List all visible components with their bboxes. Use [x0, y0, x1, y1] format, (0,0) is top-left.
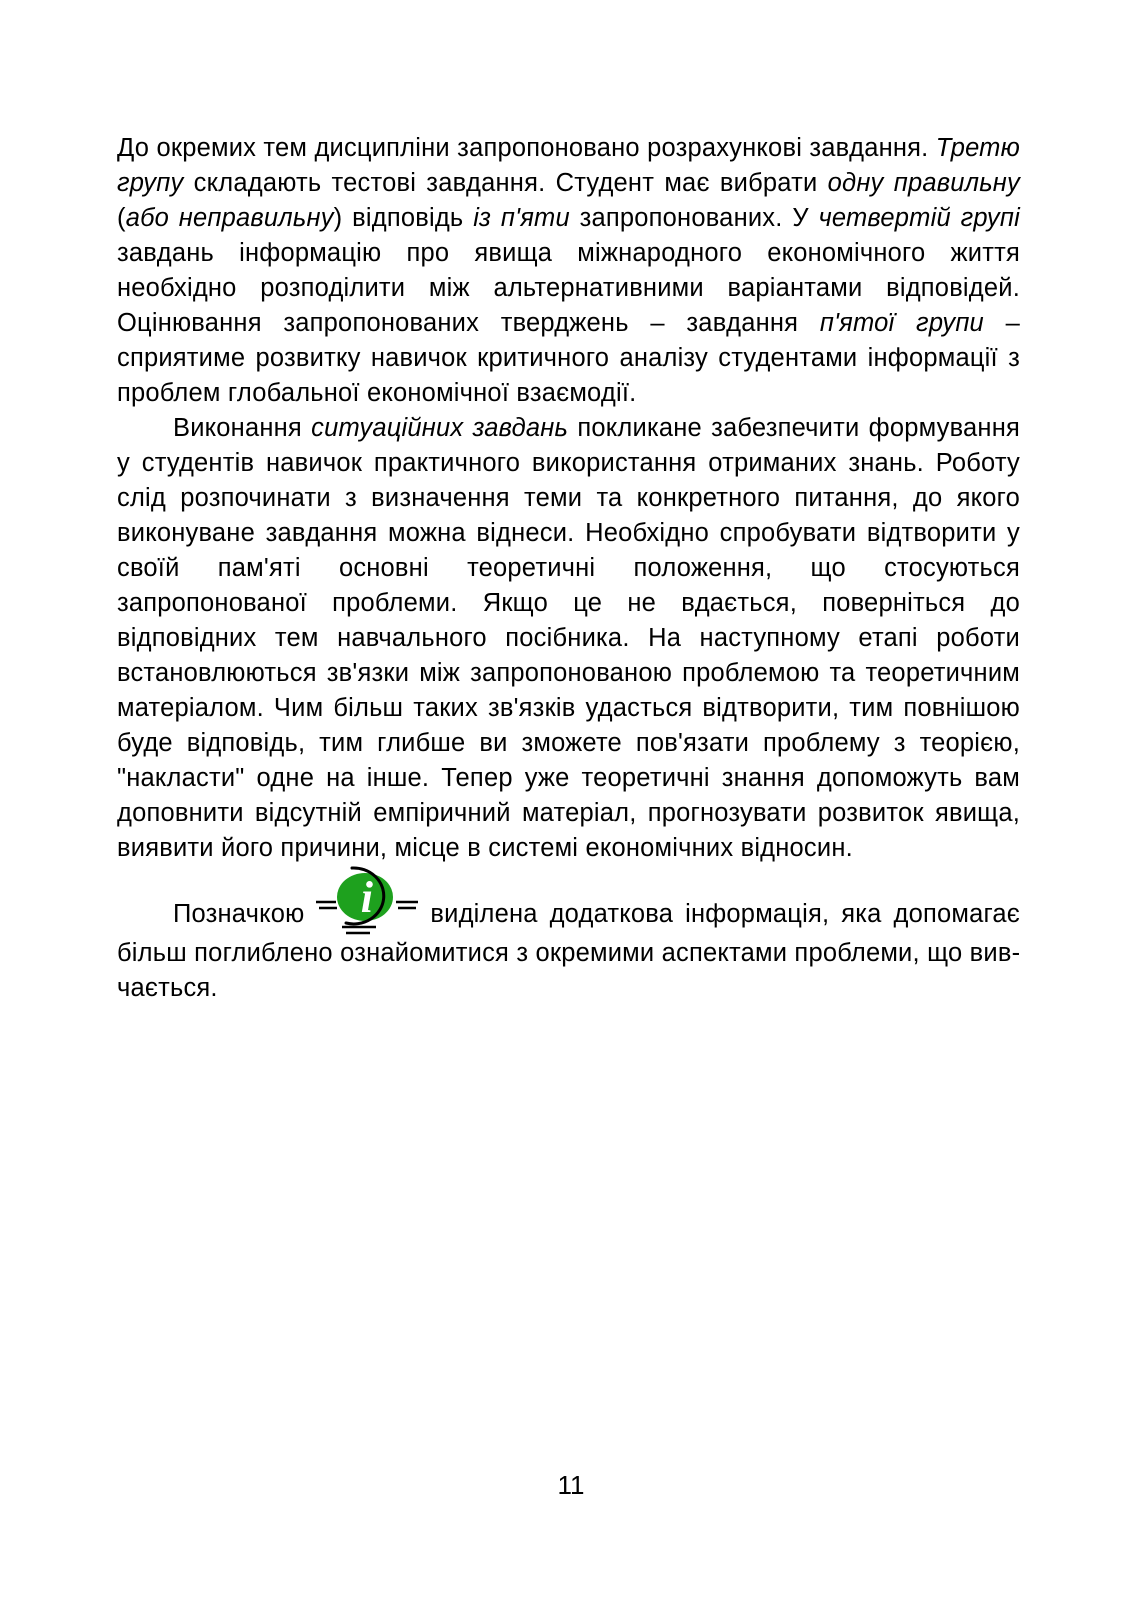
- paragraph: [117, 411, 1020, 866]
- italic-text-segment: або неправильну: [125, 204, 334, 232]
- text-line: [117, 166, 1020, 201]
- text-segment: Позначкою: [173, 900, 317, 928]
- text-line: [117, 796, 1020, 831]
- paragraph: [117, 131, 1020, 411]
- text-line: [117, 831, 1020, 866]
- text-line: [117, 866, 1020, 936]
- paragraph: [117, 866, 1020, 1006]
- text-line: [117, 481, 1020, 516]
- italic-text-segment: п'ятої групи: [819, 309, 984, 337]
- information-icon-graphic: [316, 866, 418, 936]
- text-line: [117, 306, 1020, 341]
- text-segment: "накласти" одне на інше. Тепер уже теоретичні знання допоможуть вам: [117, 764, 1020, 792]
- text-line: [117, 656, 1020, 691]
- text-segment: виявити його причини, місце в системі економічних відносин.: [117, 834, 853, 862]
- text-segment: проблем глобальної економічної взаємодії.: [117, 379, 637, 407]
- italic-text-segment: четвертій групі: [818, 204, 1020, 232]
- svg-text:i: i: [361, 873, 374, 922]
- italic-text-segment: Третю: [935, 134, 1020, 162]
- text-segment: буде відповідь, тим глибше ви зможете пов'язати проблему з теорією,: [117, 729, 1020, 757]
- text-line: [117, 726, 1020, 761]
- text-line: [117, 236, 1020, 271]
- italic-text-segment: групу: [117, 169, 184, 197]
- text-line: [117, 971, 1020, 1006]
- text-line: [117, 586, 1020, 621]
- text-segment: запропонованої проблеми. Якщо це не вдається, поверніться до: [117, 589, 1020, 617]
- text-line: [117, 201, 1020, 236]
- text-block: [117, 131, 1020, 1006]
- text-segment: виділена додаткова інформація, яка допомагає: [418, 900, 1020, 928]
- text-segment: Оцінювання запропонованих тверджень – завдання: [117, 309, 820, 337]
- text-segment: необхідно розподілити між альтернативними варіантами відповідей.: [117, 274, 1020, 302]
- text-segment: До окремих тем дисципліни запропоновано розрахункові завдання.: [117, 134, 936, 162]
- italic-text-segment: ситуаційних завдань: [311, 414, 569, 442]
- text-line: [117, 376, 1020, 411]
- text-segment: –: [983, 309, 1020, 337]
- text-segment: ) відповідь: [333, 204, 474, 232]
- text-line: [117, 516, 1020, 551]
- text-segment: своїй пам'яті основні теоретичні положення, що стосуються: [117, 554, 1020, 582]
- text-line: [117, 131, 1020, 166]
- text-segment: виконуване завдання можна віднеси. Необхідно спробувати відтворити у: [117, 519, 1020, 547]
- text-segment: відповідних тем навчального посібника. На наступному етапі роботи: [117, 624, 1020, 652]
- text-segment: доповнити відсутній емпіричний матеріал, прогнозувати розвиток явища,: [117, 799, 1020, 827]
- text-line: [117, 271, 1020, 306]
- text-segment: Виконання: [173, 414, 312, 442]
- text-segment: більш поглиблено ознайомитися з окремими аспектами проблеми, що вив-: [117, 939, 1021, 967]
- text-segment: слід розпочинати з визначення теми та конкретного питання, до якого: [117, 484, 1020, 512]
- text-line: [117, 411, 1020, 446]
- italic-text-segment: одну правильну: [827, 169, 1020, 197]
- text-line: [117, 551, 1020, 586]
- text-segment: (: [117, 204, 126, 232]
- text-segment: у студентів навичок практичного використання отриманих знань. Роботу: [117, 449, 1020, 477]
- text-line: [117, 691, 1020, 726]
- text-line: [117, 621, 1020, 656]
- info-icon: [316, 866, 418, 936]
- text-segment: чається.: [117, 974, 218, 1002]
- text-segment: встановлюються зв'язки між запропонованою проблемою та теоретичним: [117, 659, 1020, 687]
- page-number: 11: [557, 1470, 585, 1500]
- text-segment: завдань інформацію про явища міжнародного економічного життя: [117, 239, 1020, 267]
- text-segment: покликане забезпечити формування: [568, 414, 1020, 442]
- text-segment: запропонованих. У: [569, 204, 819, 232]
- text-segment: сприятиме розвитку навичок критичного аналізу студентами інформації з: [117, 344, 1020, 372]
- text-line: [117, 936, 1020, 971]
- text-segment: складають тестові завдання. Студент має вибрати: [183, 169, 828, 197]
- text-line: [117, 341, 1020, 376]
- italic-text-segment: із п'яти: [473, 204, 570, 232]
- text-line: [117, 446, 1020, 481]
- text-line: [117, 761, 1020, 796]
- text-segment: матеріалом. Чим більш таких зв'язків удасться відтворити, тим повнішою: [117, 694, 1020, 722]
